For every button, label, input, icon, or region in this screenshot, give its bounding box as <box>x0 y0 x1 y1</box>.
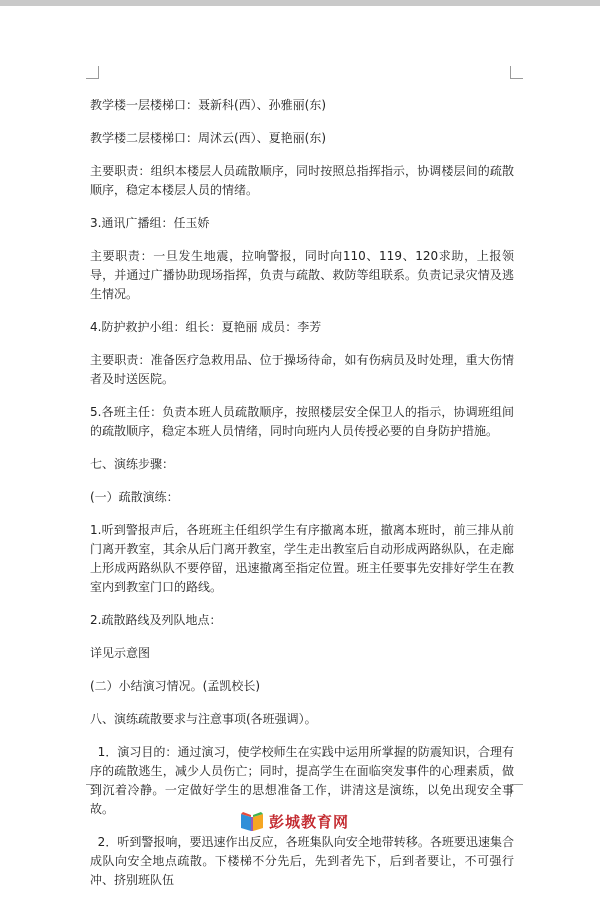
paragraph: 1．演习目的：通过演习，使学校师生在实践中运用所掌握的防震知识，合理有序的疏散逃生，减少人员伤亡；同时，提高学生在面临突发事件的心理素质，做到沉着冷静。一定做好学生的思想准备工作，讲清这是演练，以免出现安全事故。 <box>90 745 514 816</box>
paragraph: 教学楼二层楼梯口：周沭云(西）、夏艳丽(东) <box>90 131 327 145</box>
section-heading: 八、演练疏散要求与注意事项(各班强调）。 <box>90 712 317 726</box>
paragraph: 教学楼一层楼梯口：聂新科(西）、孙雅丽(东) <box>90 98 327 112</box>
paragraph: 5.各班主任：负责本班人员疏散顺序，按照楼层安全保卫人的指示，协调班组间的疏散顺序，稳定本班人员情绪，同时向班内人员传授必要的自身防护措施。 <box>90 405 514 438</box>
book-logo-icon <box>239 808 265 834</box>
paragraph: 主要职责：一旦发生地震，拉响警报，同时向110、119、120求助，上报领导，并通过广播协助现场指挥，负责与疏散、救防等组联系。负责记录灾情及逃生情况。 <box>90 249 514 301</box>
paragraph: 3.通讯广播组：任玉娇 <box>90 216 210 230</box>
paragraph: 4.防护救护小组：组长：夏艳丽 成员：李芳 <box>90 320 322 334</box>
footer-logo <box>239 808 349 834</box>
logo-text: 彭城教育网 <box>269 812 350 831</box>
paragraph: 2．听到警报响，要迅速作出反应，各班集队向安全地带转移。各班要迅速集合成队向安全地点疏散。下楼梯不分先后，先到者先下，后到者要让，不可强行冲、挤别班队伍 <box>90 835 514 887</box>
top-toolbar-strip <box>0 0 600 6</box>
page-corner-mark <box>86 66 99 79</box>
page-corner-mark <box>510 66 523 79</box>
paragraph: 1.听到警报声后，各班班主任组织学生有序撤离本班，撤离本班时，前三排从前门离开教室，其余从后门离开教室，学生走出教室后自动形成两路纵队，在走廊上形成两路纵队不要停留，迅速撤离至指定位置。班主任要事先安排好学生在教室内到教室门口的路线。 <box>90 523 514 594</box>
section-heading: 七、演练步骤： <box>90 457 175 471</box>
paragraph: 主要职责：准备医疗急救用品、位于操场待命，如有伤病员及时处理，重大伤情者及时送医院。 <box>90 353 514 386</box>
paragraph: 2.疏散路线及列队地点： <box>90 613 222 627</box>
subsection-heading: (二）小结演习情况。(孟凯校长) <box>90 679 261 693</box>
paragraph: 主要职责：组织本楼层人员疏散顺序，同时按照总指挥指示，协调楼层间的疏散顺序，稳定本楼层人员的情绪。 <box>90 164 514 197</box>
document-body <box>90 96 514 904</box>
paragraph: 详见示意图 <box>90 646 151 660</box>
subsection-heading: (一）疏散演练： <box>90 490 179 504</box>
